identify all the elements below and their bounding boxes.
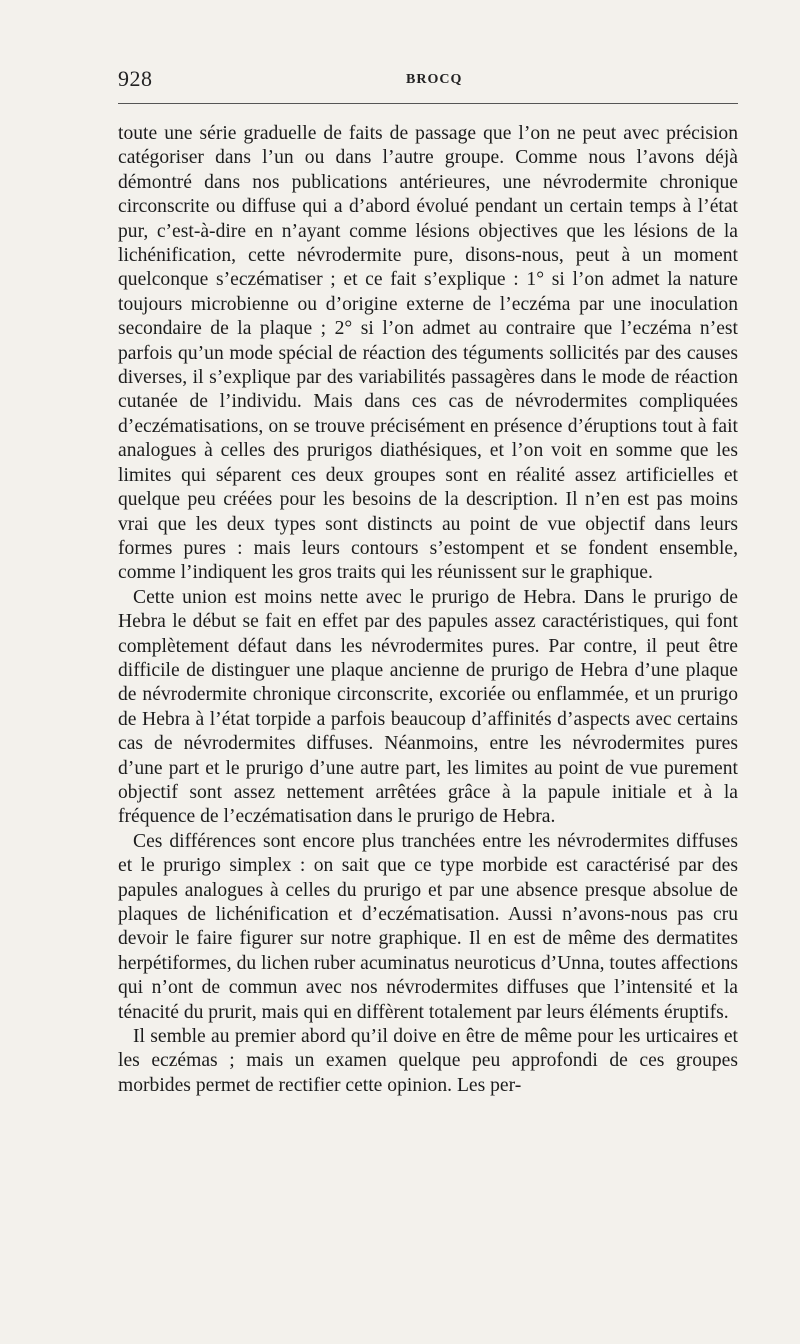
page-number: 928	[118, 66, 153, 91]
paragraph-4: Il semble au premier abord qu’il doive en être de même pour les urticaires et les eczémas ; mais un examen quelque peu approfondi de ces groupes morbides permet de rectifier cette opinion. Les per-	[118, 1026, 738, 1096]
running-head: BROCQ	[406, 72, 463, 87]
paragraph-2: Cette union est moins nette avec le prurigo de Hebra. Dans le prurigo de Hebra le début se fait en effet par des papules assez caractéristiques, qui font complètement défaut dans les névrodermites pures. Par contre, il peut être difficile de distinguer une plaque ancienne de prurigo de Hebra d’une plaque de névrodermite chronique circonscrite, excoriée ou enflammée, et un prurigo de Hebra à l’état torpide a parfois beaucoup d’affinités d’aspects avec certains cas de névrodermites diffuses. Néanmoins, entre les névrodermites pures d’une part et le prurigo d’une autre part, les limites au point de vue purement objectif sont assez nettement arrêtées grâce à la papule initiale et à la fréquence de l’eczématisation dans le prurigo de Hebra.	[118, 586, 738, 828]
header-rule	[118, 103, 738, 104]
paragraph-3: Ces différences sont encore plus tranchées entre les névrodermites diffuses et le prurigo simplex : on sait que ce type morbide est caractérisé par des papules analogues à celles du prurigo et par une absence presque absolue de plaques de lichénification et d’eczématisation. Aussi n’avons-nous pas cru devoir le faire figurer sur notre graphique. Il en est de même des dermatites herpétiformes, du lichen ruber acuminatus neuroticus d’Unna, toutes affections qui n’ont de commun avec nos névrodermites diffuses que l’intensité et la ténacité du prurit, mais qui en diffèrent totalement par leurs éléments éruptifs.	[118, 830, 738, 1023]
paragraph-1: toute une série graduelle de faits de passage que l’on ne peut avec précision catégoriser dans l’un ou dans l’autre groupe. Comme nous l’avons déjà démontré dans nos publications antérieures, une névrodermite chronique circonscrite ou diffuse qui a d’abord évolué pendant un certain temps à l’état pur, c’est-à-dire en n’ayant comme lésions objectives que les lésions de la lichénification, cette névrodermite pure, disons-nous, peut à un moment quelconque s’eczématiser ; et ce fait s’explique : 1° si l’on admet la nature toujours microbienne ou d’origine externe de l’eczéma par une inoculation secondaire de la plaque ; 2° si l’on admet au contraire que l’eczéma n’est parfois qu’un mode spécial de réaction des téguments sollicités par des causes diverses, il s’explique par des variabilités passagères dans le mode de réaction cutanée de l’individu. Mais dans ces cas de névrodermites compliquées d’eczématisations, on se trouve précisément en présence d’éruptions tout à fait analogues à celles des prurigos diathésiques, et l’on voit en somme que les limites qui séparent ces deux groupes sont en réalité assez artificielles et quelque peu créées pour les besoins de la description. Il n’en est pas moins vrai que les deux types sont distincts au point de vue objectif dans leurs formes pures : mais leurs contours s’estompent et se fondent ensemble, comme l’indiquent les gros traits qui les réunissent sur le graphique.	[118, 123, 738, 584]
page-header	[118, 66, 738, 96]
body-text	[118, 122, 738, 1098]
